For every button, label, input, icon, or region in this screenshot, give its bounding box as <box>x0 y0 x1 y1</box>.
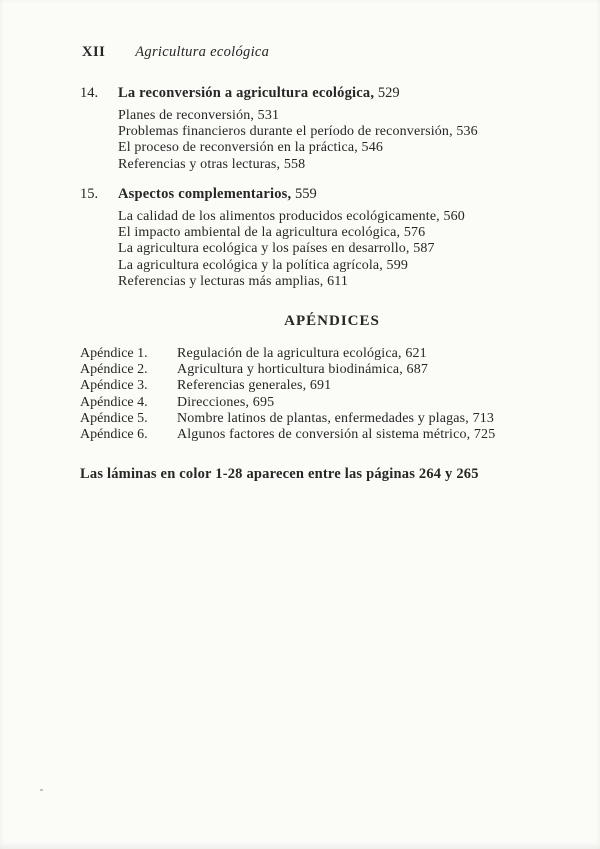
appendix-entry <box>80 427 495 443</box>
appendices-heading: APÉNDICES <box>284 313 380 329</box>
color-plates-note: Las láminas en color 1-28 aparecen entre las páginas 264 y 265 <box>80 466 479 482</box>
chapter-number: 15. <box>80 186 99 202</box>
toc-subentry: El impacto ambiental de la agricultura ecológica, 576 <box>118 225 426 241</box>
page-number: XII <box>82 44 106 60</box>
toc-subentry: Problemas financieros durante el período de reconversión, 536 <box>118 124 478 140</box>
appendix-entry <box>80 378 495 394</box>
appendix-title: Direcciones, 695 <box>177 394 275 410</box>
appendix-title: Algunos factores de conversión al sistema métrico, 725 <box>177 427 496 443</box>
toc-subentry: El proceso de reconversión en la práctica, 546 <box>118 140 384 156</box>
running-header <box>82 44 269 61</box>
appendix-title: Nombre latinos de plantas, enfermedades y plagas, 713 <box>177 410 495 426</box>
toc-subentry: La agricultura ecológica y los países en desarrollo, 587 <box>118 241 435 257</box>
toc-subentries-chapter-14 <box>118 108 478 173</box>
toc-entry-chapter-15 <box>80 186 317 203</box>
appendix-title: Referencias generales, 691 <box>177 378 332 394</box>
appendix-label: Apéndice 1. <box>80 346 148 361</box>
chapter-page-number: 529 <box>377 85 400 101</box>
chapter-title: La reconversión a agricultura ecológica, <box>118 85 375 101</box>
appendix-label: Apéndice 3. <box>80 378 148 394</box>
toc-subentry: Referencias y lecturas más amplias, 611 <box>118 273 349 289</box>
chapter-page-number: 559 <box>294 186 317 202</box>
toc-subentry: La agricultura ecológica y la política agrícola, 599 <box>118 257 409 273</box>
toc-subentry: Referencias y otras lecturas, 558 <box>118 156 306 172</box>
toc-entry-chapter-14 <box>80 85 400 102</box>
toc-subentry: La calidad de los alimentos producidos ecológicamente, 560 <box>118 209 465 224</box>
appendix-title: Agricultura y horticultura biodinámica, 687 <box>177 362 428 378</box>
appendix-label: Apéndice 6. <box>80 427 148 443</box>
appendix-entry <box>80 362 495 378</box>
appendix-list <box>80 346 495 443</box>
scan-speck <box>40 789 43 791</box>
toc-subentry: Planes de reconversión, 531 <box>118 108 280 123</box>
chapter-title: Aspectos complementarios, <box>118 186 292 202</box>
chapter-number: 14. <box>80 85 99 101</box>
appendix-label: Apéndice 4. <box>80 394 148 410</box>
running-title: Agricultura ecológica <box>135 44 270 60</box>
appendix-label: Apéndice 2. <box>80 362 148 378</box>
toc-subentries-chapter-15 <box>118 209 465 290</box>
appendix-entry <box>80 346 495 362</box>
appendix-entry <box>80 411 495 427</box>
appendix-label: Apéndice 5. <box>80 410 148 426</box>
appendix-title: Regulación de la agricultura ecológica, 621 <box>177 346 427 361</box>
appendix-entry <box>80 395 495 411</box>
